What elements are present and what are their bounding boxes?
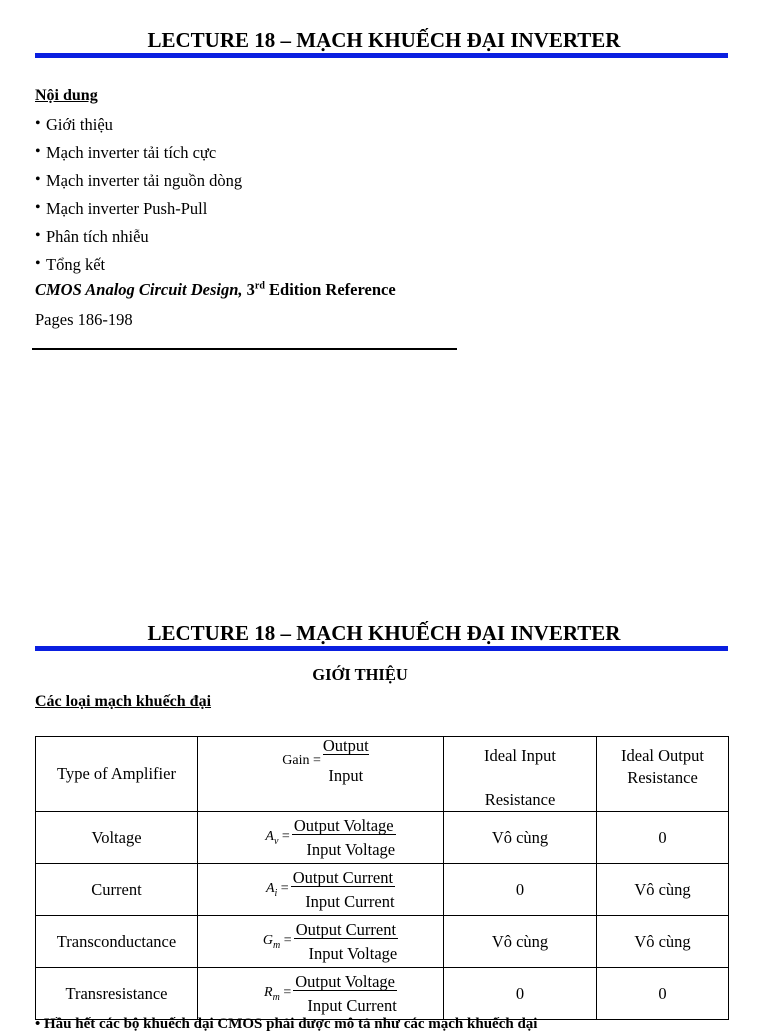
table-row (36, 812, 729, 864)
lecture-title-2: LECTURE 18 – MẠCH KHUẾCH ĐẠI INVERTER (147, 621, 621, 645)
list-item-label: Tổng kết (46, 255, 106, 274)
list-item-label: Phân tích nhiễu (46, 227, 149, 246)
row-output-resistance: Vô cùng (597, 864, 729, 916)
title-rule-2 (35, 646, 728, 651)
list-item-label: Mạch inverter tải tích cực (46, 143, 217, 162)
row-input-resistance: 0 (444, 968, 597, 1020)
amplifier-table (35, 736, 729, 1020)
list-item: • Mạch inverter tải tích cực (35, 143, 217, 162)
list-item: • Tổng kết (35, 255, 106, 274)
row-input-resistance: Vô cùng (444, 916, 597, 968)
row-type: Transresistance (36, 968, 198, 1020)
book-title: CMOS Analog Circuit Design, (35, 280, 243, 299)
row-gain: $A_v$ = $\frac{\text{Output Voltage}}{\text{Input Voltage}}$ (198, 812, 444, 864)
section-divider (32, 348, 457, 350)
table-row (36, 968, 729, 1020)
table-header-row (36, 737, 729, 812)
amplifier-types-heading: Các loại mạch khuếch đại (35, 693, 212, 710)
section-title: GIỚI THIỆU (312, 665, 408, 684)
pages-range: Pages 186-198 (35, 310, 133, 329)
row-input-resistance: Vô cùng (444, 812, 597, 864)
row-type: Current (36, 864, 198, 916)
list-item: • Mạch inverter tải nguồn dòng (35, 171, 243, 190)
row-gain: $A_i$ = $\frac{\text{Output Current}}{\text{Input Current}}$ (198, 864, 444, 916)
row-input-resistance: 0 (444, 864, 597, 916)
list-item: • Phân tích nhiễu (35, 227, 149, 246)
table-row (36, 864, 729, 916)
reference-rest: Edition Reference (269, 280, 396, 299)
list-item-label: Mạch inverter tải nguồn dòng (46, 171, 243, 190)
row-output-resistance: 0 (597, 968, 729, 1020)
header-gain: Gain = $\frac{\text{Output}}{\text{Input}}$ (198, 737, 444, 812)
header-input-resistance: Ideal Input Resistance (444, 737, 597, 812)
header-type: Type of Amplifier (36, 737, 198, 812)
table-row (36, 916, 729, 968)
contents-heading: Nội dung (35, 87, 98, 104)
contents-list (35, 112, 242, 280)
list-item-label: Giới thiệu (46, 115, 113, 134)
cut-off-text-line: • Hầu hết các bộ khuếch đại CMOS phải được mô tả như các mạch khuếch đại (35, 1017, 538, 1031)
row-output-resistance: 0 (597, 812, 729, 864)
row-type: Transconductance (36, 916, 198, 968)
list-item: • Mạch inverter Push-Pull (35, 199, 208, 218)
header-output-resistance: Ideal Output Resistance (597, 737, 729, 812)
edition-number: 3 (246, 280, 255, 299)
lecture-title: LECTURE 18 – MẠCH KHUẾCH ĐẠI INVERTER (147, 28, 621, 52)
row-gain: $R_m$ = $\frac{\text{Output Voltage}}{\text{Input Current}}$ (198, 968, 444, 1020)
list-item-label: Mạch inverter Push-Pull (46, 199, 208, 218)
book-reference (35, 280, 396, 300)
title-rule (35, 53, 728, 58)
list-item: • Giới thiệu (35, 115, 113, 134)
edition-suffix: rd (254, 280, 265, 292)
row-type: Voltage (36, 812, 198, 864)
row-gain: $G_m$ = $\frac{\text{Output Current}}{\text{Input Voltage}}$ (198, 916, 444, 968)
row-output-resistance: Vô cùng (597, 916, 729, 968)
